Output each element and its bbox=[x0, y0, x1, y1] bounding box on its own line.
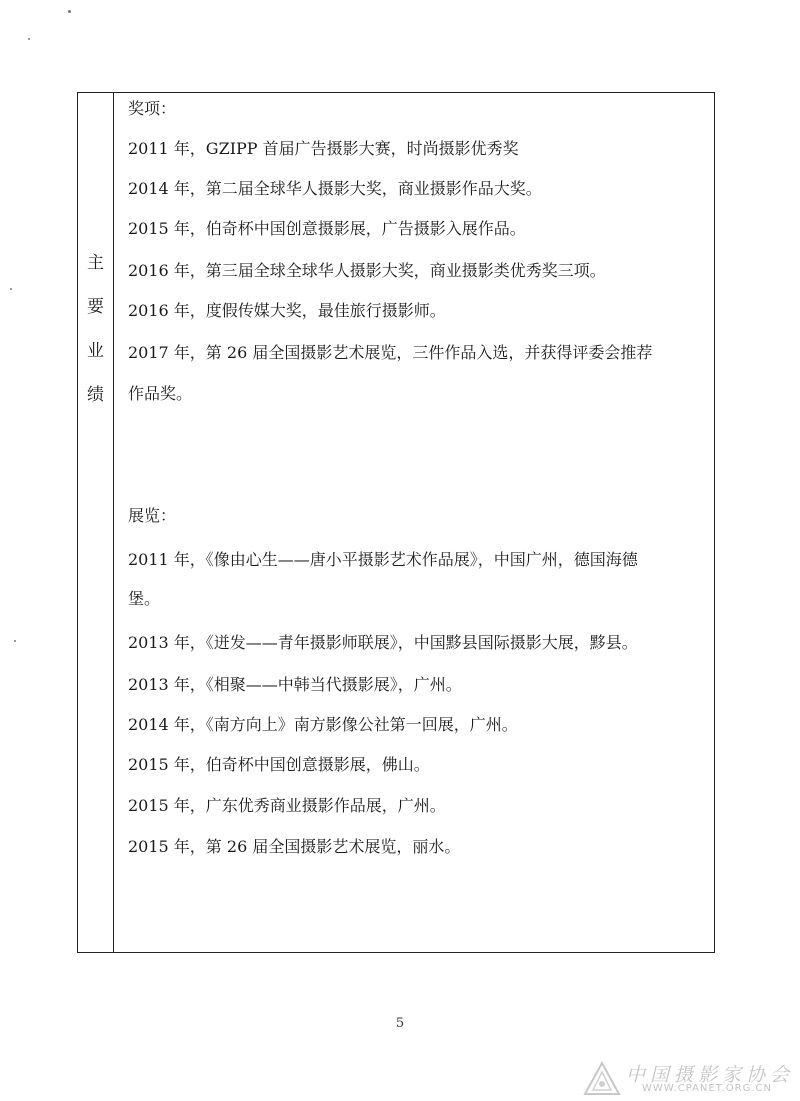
scan-speck bbox=[10, 288, 12, 290]
exhibition-line: 2015 年，第 26 届全国摄影艺术展览，丽水。 bbox=[128, 837, 461, 856]
exhibition-line: 2015 年，广东优秀商业摄影作品展，广州。 bbox=[128, 796, 446, 815]
exhibition-line: 2014 年，《南方向上》南方影像公社第一回展，广州。 bbox=[128, 715, 518, 734]
exhibition-line: 2013 年，《相聚——中韩当代摄影展》，广州。 bbox=[128, 675, 462, 694]
section-label-char: 业 bbox=[87, 341, 104, 361]
exhibition-line: 2013 年，《迸发——青年摄影师联展》，中国黟县国际摄影大展，黟县。 bbox=[128, 633, 638, 652]
award-line: 2016 年，度假传媒大奖，最佳旅行摄影师。 bbox=[128, 301, 446, 320]
exhibition-line: 2015 年，伯奇杯中国创意摄影展，佛山。 bbox=[128, 755, 430, 774]
section-label-char: 绩 bbox=[87, 385, 104, 405]
achievements-content-cell bbox=[114, 93, 714, 952]
page-number: 5 bbox=[395, 1016, 405, 1031]
section-label-char: 要 bbox=[87, 297, 104, 317]
award-line: 2015 年，伯奇杯中国创意摄影展，广告摄影入展作品。 bbox=[128, 219, 526, 238]
section-label-char: 主 bbox=[87, 253, 104, 273]
award-line: 2016 年，第三届全球全球华人摄影大奖，商业摄影类优秀奖三项。 bbox=[128, 261, 606, 280]
exhibition-line: 2011 年，《像由心生——唐小平摄影艺术作品展》，中国广州，德国海德 bbox=[128, 550, 638, 569]
scan-speck bbox=[68, 10, 71, 13]
award-line: 2014 年，第二届全球华人摄影大奖，商业摄影作品大奖。 bbox=[128, 179, 542, 198]
watermark-name: 中国摄影家协会 bbox=[626, 1064, 795, 1086]
award-line: 2011 年，GZIPP 首届广告摄影大赛，时尚摄影优秀奖 bbox=[128, 139, 519, 158]
scan-speck bbox=[28, 38, 30, 40]
watermark-url: WWW.CPANET.ORG.CN bbox=[642, 1083, 773, 1094]
awards-heading: 奖项： bbox=[128, 99, 177, 118]
exhibitions-heading: 展览： bbox=[128, 506, 177, 525]
section-label-cell bbox=[78, 93, 114, 952]
award-line: 作品奖。 bbox=[128, 384, 193, 403]
watermark bbox=[582, 1060, 794, 1098]
award-line: 2017 年，第 26 届全国摄影艺术展览，三件作品入选，并获得评委会推荐 bbox=[128, 343, 653, 362]
scan-speck bbox=[14, 640, 16, 642]
cpa-logo-icon bbox=[582, 1060, 622, 1098]
achievements-table bbox=[77, 92, 715, 953]
exhibition-line: 堡。 bbox=[128, 589, 161, 608]
